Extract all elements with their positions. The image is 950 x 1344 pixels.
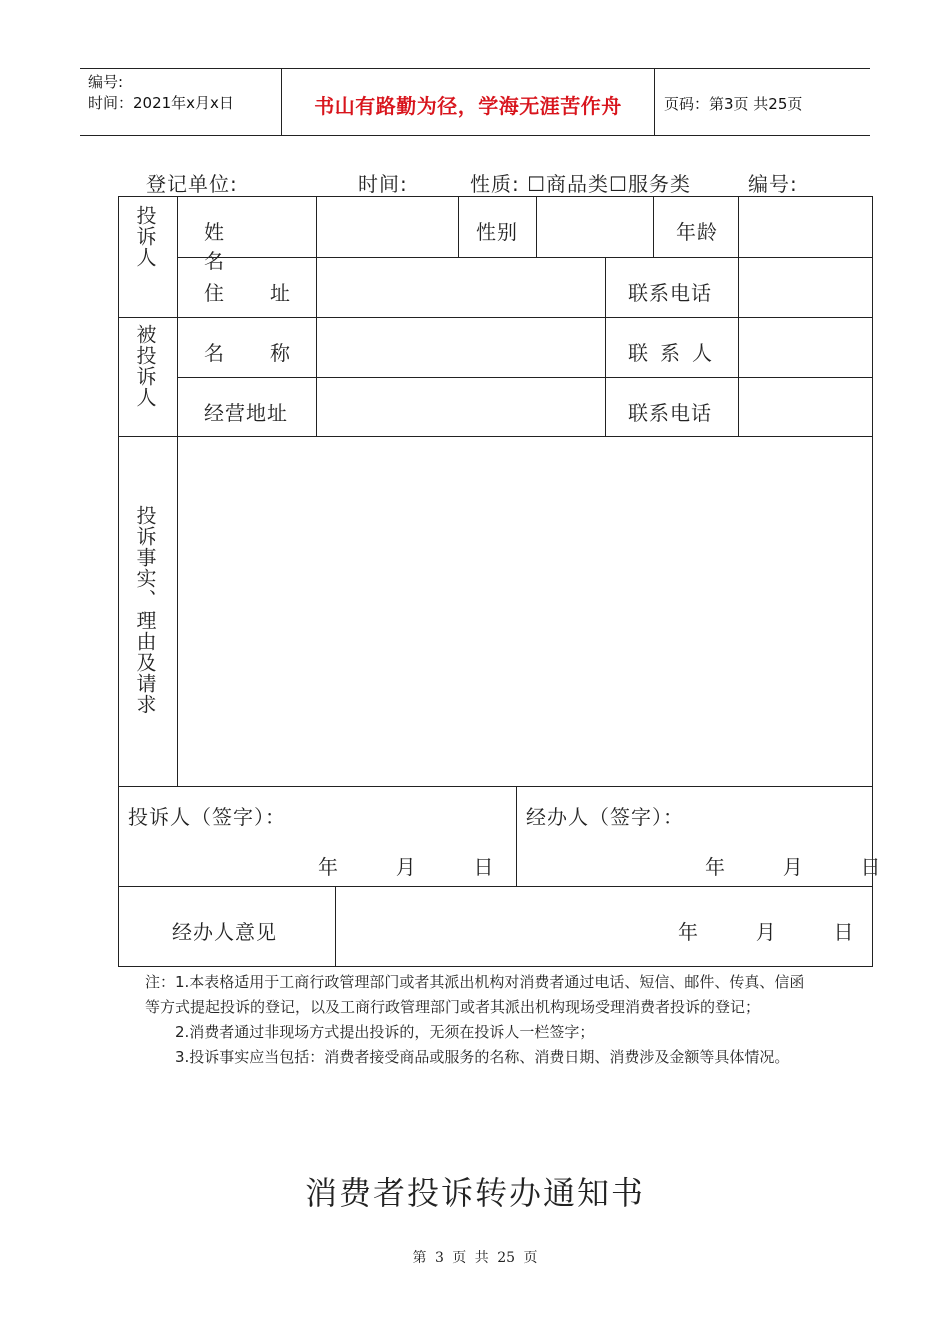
facts-section-label: 投诉事实、理由及请求 bbox=[133, 505, 157, 715]
header-motto: 书山有路勤为径，学海无涯苦作舟 bbox=[314, 94, 622, 118]
name-label bbox=[204, 216, 290, 274]
reg-unit-label: 登记单位: bbox=[146, 172, 238, 196]
rule-row5 bbox=[118, 786, 873, 787]
handler-sign-date bbox=[705, 851, 881, 880]
header-divider-2 bbox=[654, 68, 655, 136]
reg-nature-label: 性质: ☐商品类☐服务类 bbox=[470, 172, 691, 196]
handler-day: 日 bbox=[860, 855, 882, 879]
name-label-text: 姓名 bbox=[204, 220, 270, 273]
address-label-text: 住址 bbox=[204, 281, 336, 305]
reg-number-label: 编号: bbox=[748, 172, 798, 196]
header-bottom-rule bbox=[80, 135, 870, 136]
handler-year: 年 bbox=[705, 855, 726, 879]
document-title: 消费者投诉转办通知书 bbox=[304, 1174, 645, 1212]
respondent-name-label-text: 名称 bbox=[204, 341, 336, 365]
table-left bbox=[118, 196, 119, 967]
note-1: 注：1.本表格适用于工商行政管理部门或者其派出机构对消费者通过电话、短信、邮件、传真、信函等方式提起投诉的登记，以及工商行政管理部门或者其派出机构现场受理消费者投诉的登记； bbox=[145, 973, 805, 1016]
respondent-section-label: 被投诉人 bbox=[133, 324, 157, 408]
table-bottom bbox=[118, 966, 873, 967]
handler-month: 月 bbox=[782, 855, 804, 879]
gender-label: 性别 bbox=[476, 220, 518, 244]
sign-year: 年 bbox=[318, 855, 339, 879]
col-value-divider bbox=[738, 196, 739, 437]
header-top-rule bbox=[80, 68, 870, 69]
header-time-label: 时间：2021年x月x日 bbox=[88, 94, 234, 112]
business-address-label: 经营地址 bbox=[204, 401, 288, 425]
handler-signature-label: 经办人（签字）： bbox=[526, 805, 684, 829]
header-left bbox=[88, 72, 234, 114]
reg-time-label: 时间: bbox=[358, 172, 408, 196]
col-opinion-divider bbox=[335, 886, 336, 967]
opinion-month: 月 bbox=[755, 920, 777, 944]
complainant-section-label: 投诉人 bbox=[133, 205, 157, 268]
table-top bbox=[118, 196, 873, 197]
handler-opinion-label: 经办人意见 bbox=[172, 920, 277, 944]
sign-day: 日 bbox=[473, 855, 495, 879]
address-label bbox=[204, 277, 336, 306]
col-sign-divider bbox=[516, 786, 517, 887]
note-3: 3.投诉事实应当包括：消费者接受商品或服务的名称、消费日期、消费涉及金额等具体情况。 bbox=[175, 1048, 790, 1066]
phone-label: 联系电话 bbox=[628, 281, 712, 305]
header-page-info: 页码：第3页 共25页 bbox=[664, 95, 803, 113]
respondent-name-label bbox=[204, 337, 336, 366]
opinion-year: 年 bbox=[678, 920, 699, 944]
opinion-day: 日 bbox=[833, 920, 855, 944]
rule-row6 bbox=[118, 886, 873, 887]
sign-month: 月 bbox=[395, 855, 417, 879]
opinion-date bbox=[678, 916, 854, 945]
complainant-sign-date bbox=[318, 851, 494, 880]
respondent-phone-label: 联系电话 bbox=[628, 401, 712, 425]
header-code-label: 编号: bbox=[88, 73, 124, 91]
contact-person-label-text: 联系人 bbox=[628, 341, 724, 365]
col-phone-left bbox=[605, 257, 606, 437]
rule-row3 bbox=[177, 377, 873, 378]
page-footer: 第 3 页 共 25 页 bbox=[412, 1250, 538, 1266]
note-2: 2.消费者通过非现场方式提出投诉的，无须在投诉人一栏签字； bbox=[175, 1023, 595, 1041]
complainant-signature-label: 投诉人（签字）： bbox=[128, 805, 286, 829]
rule-row2 bbox=[118, 317, 873, 318]
col-gender-right bbox=[536, 196, 537, 257]
age-label: 年龄 bbox=[676, 220, 718, 244]
rule-row4 bbox=[118, 436, 873, 437]
form-notes bbox=[145, 970, 810, 1070]
col-label-divider bbox=[177, 196, 178, 786]
col-age-left bbox=[653, 196, 654, 257]
contact-person-label bbox=[628, 337, 724, 366]
col-field-divider bbox=[316, 196, 317, 437]
col-gender-left bbox=[458, 196, 459, 257]
